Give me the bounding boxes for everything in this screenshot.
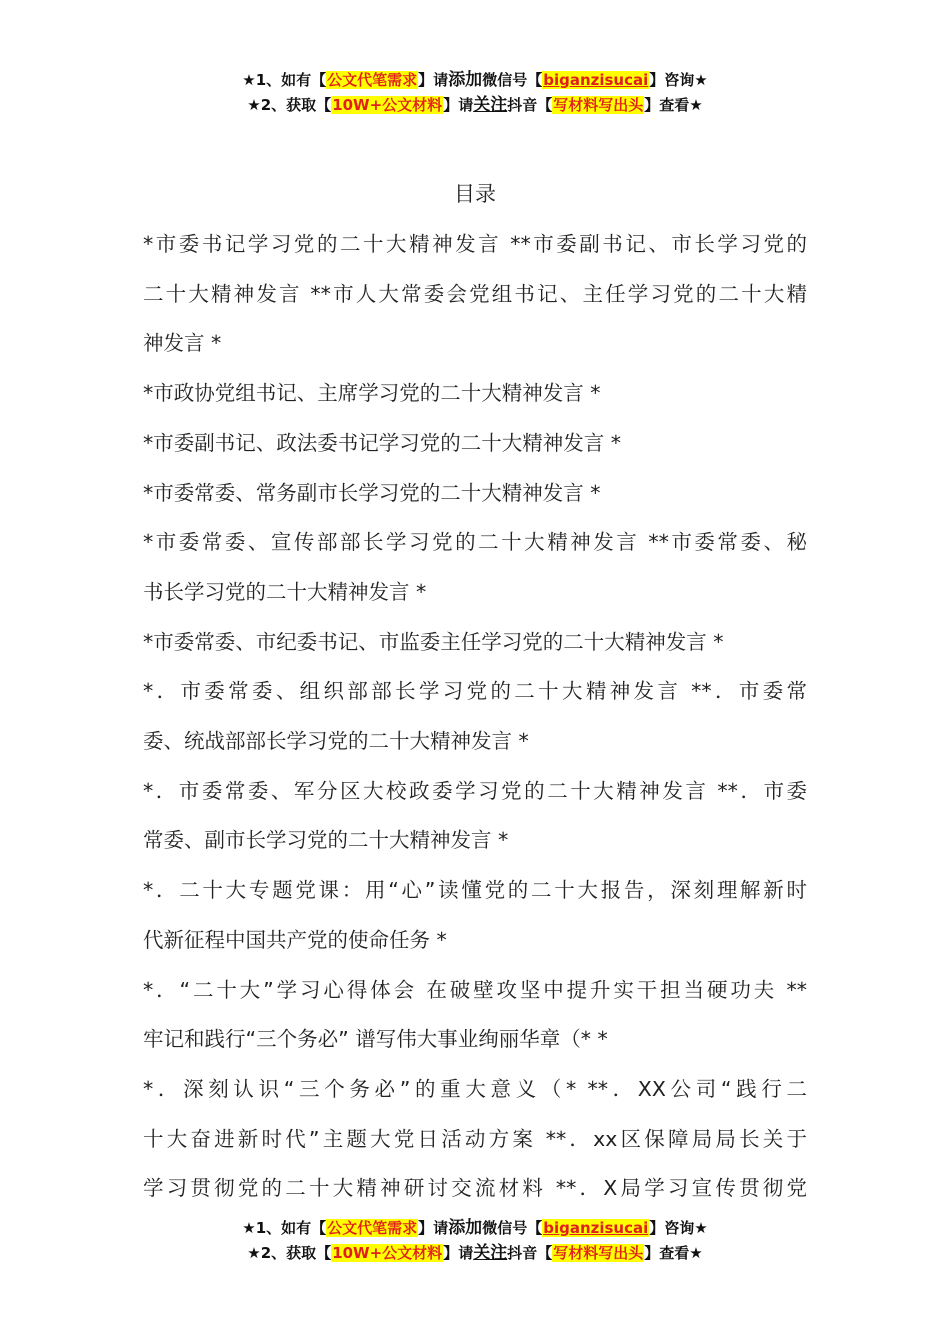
toc-line: 学习贯彻党的二十大精神研讨交流材料 **．X局学习宣传贯彻党 [143,1176,807,1201]
banner-text: 】请 [443,96,474,114]
footer-banner [0,1216,950,1266]
douyin-account: 写材料写出头 [553,1244,644,1262]
wechat-id-link[interactable]: biganzisucai [543,71,649,89]
table-of-contents [143,220,807,1214]
banner-text: ★2、获取【 [247,96,332,114]
banner-text-emphasis: 添加 [448,70,483,90]
banner-line-1 [0,1216,950,1241]
toc-line: *市委常委、常务副市长学习党的二十大精神发言 * [143,480,601,505]
banner-line-2 [0,1241,950,1266]
banner-text: 】查看★ [644,1244,703,1262]
toc-line: *．二十大专题党课：用“心”读懂党的二十大报告，深刻理解新时 [143,878,807,903]
toc-line: 委、统战部部长学习党的二十大精神发言 * [143,729,529,754]
banner-text: 微信号【 [482,71,543,89]
banner-text: ★1、如有【 [242,1219,327,1237]
toc-line: *．市委常委、组织部部长学习党的二十大精神发言 **．市委常 [143,679,807,704]
toc-line: *市委常委、市纪委书记、市监委主任学习党的二十大精神发言 * [143,629,724,654]
page-title: 目录 [454,182,496,206]
highlight-materials: 10W+公文材料 [332,1244,443,1262]
toc-line: 书长学习党的二十大精神发言 * [143,579,427,604]
banner-text: 】请 [418,1219,449,1237]
banner-line-2 [0,93,950,118]
toc-line: 常委、副市长学习党的二十大精神发言 * [143,828,509,853]
toc-line: *市委常委、宣传部部长学习党的二十大精神发言 **市委常委、秘 [143,530,807,555]
toc-line: 代新征程中国共产党的使命任务 * [143,927,447,952]
banner-text-emphasis: 关注 [473,95,508,115]
toc-line: 二十大精神发言 **市人大常委会党组书记、主任学习党的二十大精 [143,281,807,306]
header-banner [0,68,950,118]
banner-text-emphasis: 关注 [473,1243,508,1263]
banner-text: 】请 [418,71,449,89]
banner-text: 】咨询★ [649,1219,708,1237]
toc-line: *市委副书记、政法委书记学习党的二十大精神发言 * [143,430,622,455]
douyin-account: 写材料写出头 [553,96,644,114]
toc-line: *．深刻认识“三个务必”的重大意义（* **．XX公司“践行二 [143,1076,807,1101]
banner-text: 】请 [443,1244,474,1262]
highlight-materials: 10W+公文材料 [332,96,443,114]
toc-line: *市政协党组书记、主席学习党的二十大精神发言 * [143,381,601,406]
banner-text: 】查看★ [644,96,703,114]
highlight-ghostwriting: 公文代笔需求 [327,1219,418,1237]
toc-line: 神发言 * [143,331,222,356]
toc-line: 牢记和践行“三个务必” 谱写伟大事业绚丽华章（* * [143,1027,608,1052]
toc-line: *．市委常委、军分区大校政委学习党的二十大精神发言 **．市委 [143,778,807,803]
banner-line-1 [0,68,950,93]
toc-line: *市委书记学习党的二十大精神发言 **市委副书记、市长学习党的 [143,232,807,256]
banner-text: 微信号【 [482,1219,543,1237]
highlight-ghostwriting: 公文代笔需求 [327,71,418,89]
banner-text: 抖音【 [507,96,553,114]
banner-text: ★1、如有【 [242,71,327,89]
banner-text: 抖音【 [507,1244,553,1262]
banner-text: 】咨询★ [649,71,708,89]
toc-line: *．“二十大”学习心得体会 在破壁攻坚中提升实干担当硬功夫 ** [143,977,807,1002]
toc-line: 十大奋进新时代”主题大党日活动方案 **．xx区保障局局长关于 [143,1126,807,1151]
banner-text-emphasis: 添加 [448,1218,483,1238]
banner-text: ★2、获取【 [247,1244,332,1262]
wechat-id-link[interactable]: biganzisucai [543,1219,649,1237]
